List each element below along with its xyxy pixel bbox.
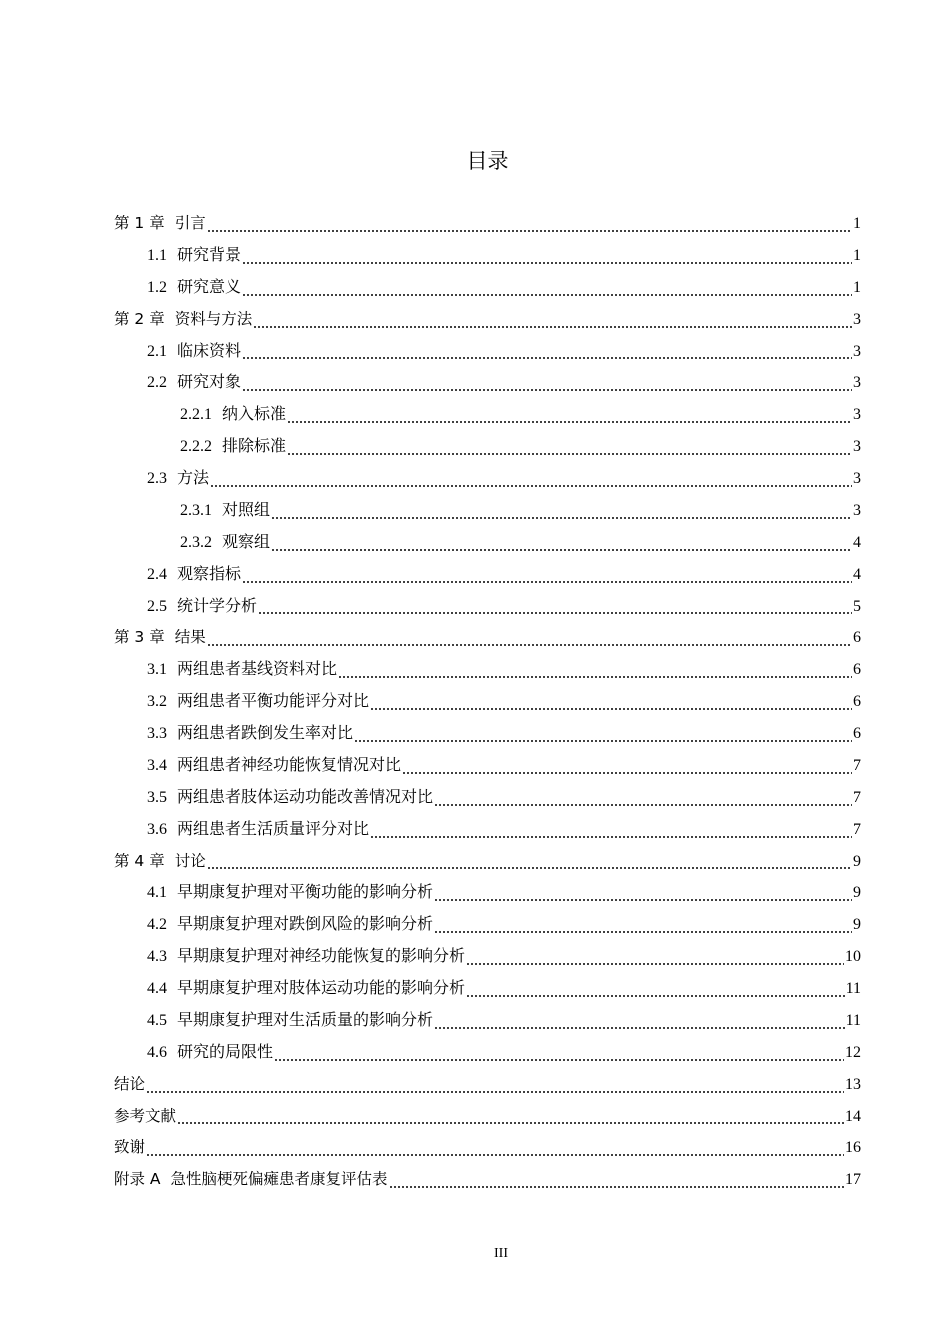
toc-dot-leader <box>258 612 852 614</box>
toc-dot-leader <box>370 836 852 838</box>
toc-entry-page: 17 <box>845 1171 861 1189</box>
toc-entry-title: 急性脑梗死偏瘫患者康复评估表 <box>170 1170 388 1189</box>
toc-entry-number: 2.4 <box>147 565 167 583</box>
toc-entry-number: 4.4 <box>147 980 167 997</box>
toc-entry-title: 早期康复护理对生活质量的影响分析 <box>177 1011 434 1029</box>
toc-dot-leader <box>434 1027 845 1029</box>
toc-entry[interactable] <box>114 1069 861 1101</box>
toc-entry-title: 资料与方法 <box>174 309 253 328</box>
toc-dot-leader <box>466 995 845 997</box>
toc-entry-page: 3 <box>853 342 861 360</box>
toc-entry-page: 4 <box>853 565 861 583</box>
toc-entry-page: 3 <box>853 374 861 392</box>
toc-entry-title: 研究的局限性 <box>177 1043 274 1061</box>
toc-entry[interactable] <box>114 654 861 686</box>
toc-entry[interactable] <box>114 782 861 814</box>
page-title: 目录 <box>466 149 509 173</box>
toc-dot-leader <box>434 899 852 901</box>
toc-entry-title: 两组患者肢体运动功能改善情况对比 <box>177 788 434 806</box>
toc-entry[interactable] <box>114 973 861 1005</box>
toc-entry[interactable] <box>114 1164 861 1196</box>
toc-entry[interactable] <box>114 1037 861 1069</box>
toc-dot-leader <box>242 581 852 583</box>
toc-dot-leader <box>402 772 852 774</box>
toc-dot-leader <box>146 1091 844 1093</box>
toc-entry-number: 2.1 <box>147 342 167 360</box>
toc-entry[interactable] <box>114 1132 861 1164</box>
toc-entry-number: 3.1 <box>147 661 167 679</box>
toc-entry-title: 结果 <box>174 628 206 647</box>
toc-entry-page: 16 <box>845 1139 861 1157</box>
toc-entry-number: 4.1 <box>147 884 167 902</box>
toc-dot-leader <box>338 676 852 678</box>
toc-entry[interactable] <box>114 814 861 846</box>
toc-entry-title: 统计学分析 <box>177 597 258 615</box>
toc-entry-page: 10 <box>845 948 861 966</box>
toc-dot-leader <box>389 1186 844 1188</box>
toc-entry-page: 7 <box>853 820 861 838</box>
toc-dot-leader <box>274 1059 844 1061</box>
toc-entry-number: 3.4 <box>147 756 167 774</box>
toc-entry-page: 6 <box>853 725 861 742</box>
toc-entry-title: 排除标准 <box>222 438 287 456</box>
toc-dot-leader <box>434 804 852 806</box>
toc-entry-page: 4 <box>853 533 861 551</box>
toc-dot-leader <box>242 294 852 296</box>
toc-entry[interactable] <box>114 272 861 304</box>
toc-entry-number: 4.5 <box>147 1011 167 1029</box>
toc-dot-leader <box>370 708 852 710</box>
toc-entry-number: 2.5 <box>147 597 167 615</box>
toc-entry-number: 3.5 <box>147 788 167 806</box>
toc-entry-title: 两组患者基线资料对比 <box>177 661 338 679</box>
toc-entry-title: 早期康复护理对平衡功能的影响分析 <box>177 884 434 902</box>
toc-entry[interactable] <box>114 399 861 431</box>
toc-entry-title: 结论 <box>114 1074 146 1093</box>
toc-entry-page: 5 <box>853 597 861 615</box>
toc-entry-number: 2.3.1 <box>180 501 212 519</box>
toc-entry-page: 3 <box>853 406 861 424</box>
toc-entry-title: 早期康复护理对神经功能恢复的影响分析 <box>177 948 466 966</box>
toc-entry[interactable] <box>114 750 861 782</box>
toc-entry-title: 临床资料 <box>177 342 242 360</box>
toc-entry-title: 引言 <box>174 214 206 232</box>
toc-entry-number: 2.2.1 <box>180 406 212 424</box>
toc-entry-title: 两组患者跌倒发生率对比 <box>177 725 354 742</box>
toc-entry-page: 3 <box>853 310 861 328</box>
toc-dot-leader <box>210 485 852 487</box>
toc-entry-number: 2.2.2 <box>180 438 212 456</box>
toc-entry[interactable] <box>114 431 861 463</box>
toc-entry[interactable] <box>114 304 861 336</box>
toc-entry-title: 两组患者平衡功能评分对比 <box>177 693 370 711</box>
toc-entry-number: 3.2 <box>147 693 167 711</box>
toc-entry-number: 1.2 <box>147 278 167 296</box>
toc-entry[interactable] <box>114 336 861 368</box>
toc-entry-page: 3 <box>853 438 861 456</box>
toc-entry-page: 6 <box>853 629 861 647</box>
toc-entry-number: 第 1 章 <box>114 214 165 232</box>
toc-entry[interactable] <box>114 1005 861 1037</box>
toc-entry-number: 第 4 章 <box>114 851 165 870</box>
toc-entry-page: 13 <box>845 1075 861 1093</box>
toc-entry-page: 11 <box>845 1011 861 1029</box>
toc-entry-page: 7 <box>853 788 861 806</box>
toc-entry-title: 早期康复护理对肢体运动功能的影响分析 <box>177 980 466 997</box>
toc-entry[interactable] <box>114 208 861 240</box>
toc-entry-title: 致谢 <box>114 1138 146 1157</box>
toc-dot-leader <box>242 389 852 391</box>
toc-entry-title: 研究背景 <box>177 246 242 264</box>
toc-entry[interactable] <box>114 877 861 909</box>
toc-entry-number: 3.3 <box>147 725 167 742</box>
toc-dot-leader <box>287 421 852 423</box>
toc-entry[interactable] <box>114 622 861 654</box>
toc-entry-number: 1.1 <box>147 246 167 264</box>
toc-entry-title: 观察指标 <box>177 565 242 583</box>
toc-entry-page: 3 <box>853 470 861 487</box>
toc-dot-leader <box>287 453 852 455</box>
toc-entry-title: 纳入标准 <box>222 406 287 424</box>
toc-entry-title: 观察组 <box>222 533 271 551</box>
toc-entry[interactable] <box>114 527 861 559</box>
table-of-contents <box>114 208 861 1196</box>
toc-dot-leader <box>466 963 844 965</box>
toc-entry-title: 研究对象 <box>177 374 242 392</box>
toc-entry-number: 第 3 章 <box>114 628 165 647</box>
toc-entry-number: 附录 A <box>114 1170 161 1189</box>
toc-entry-page: 9 <box>853 916 861 934</box>
toc-entry-page: 1 <box>853 278 861 296</box>
toc-entry[interactable] <box>114 591 861 623</box>
toc-dot-leader <box>207 867 852 869</box>
toc-entry-number: 2.2 <box>147 374 167 392</box>
toc-entry-title: 研究意义 <box>177 278 242 296</box>
page-number: III <box>494 1246 508 1261</box>
toc-entry-title: 对照组 <box>222 501 271 519</box>
toc-entry[interactable] <box>114 846 861 878</box>
toc-entry-title: 方法 <box>177 470 210 487</box>
toc-entry-page: 9 <box>853 852 861 870</box>
toc-dot-leader <box>253 326 852 328</box>
toc-entry-title: 早期康复护理对跌倒风险的影响分析 <box>177 916 434 934</box>
toc-entry-page: 6 <box>853 661 861 679</box>
toc-entry[interactable] <box>114 909 861 941</box>
toc-dot-leader <box>207 644 852 646</box>
toc-entry[interactable] <box>114 941 861 973</box>
toc-entry-number: 4.3 <box>147 948 167 966</box>
toc-entry[interactable] <box>114 559 861 591</box>
toc-entry[interactable] <box>114 240 861 272</box>
toc-entry-number: 第 2 章 <box>114 309 165 328</box>
toc-entry[interactable] <box>114 718 861 750</box>
toc-entry-page: 14 <box>845 1107 861 1125</box>
toc-entry-page: 11 <box>845 980 861 997</box>
toc-entry[interactable] <box>114 463 861 495</box>
toc-dot-leader <box>177 1122 844 1124</box>
toc-dot-leader <box>434 931 852 933</box>
toc-dot-leader <box>242 262 852 264</box>
toc-entry-page: 1 <box>853 215 861 232</box>
toc-entry[interactable] <box>114 686 861 718</box>
toc-dot-leader <box>242 357 852 359</box>
toc-entry[interactable] <box>114 367 861 399</box>
toc-entry-number: 2.3 <box>147 470 167 487</box>
toc-entry-number: 2.3.2 <box>180 533 212 551</box>
toc-entry[interactable] <box>114 495 861 527</box>
toc-dot-leader <box>271 517 852 519</box>
toc-dot-leader <box>271 549 852 551</box>
toc-dot-leader <box>354 740 852 742</box>
toc-entry-number: 4.2 <box>147 916 167 934</box>
toc-entry-number: 4.6 <box>147 1043 167 1061</box>
toc-entry-number: 3.6 <box>147 820 167 838</box>
toc-entry-page: 3 <box>853 501 861 519</box>
toc-entry-title: 两组患者生活质量评分对比 <box>177 820 370 838</box>
toc-entry-title: 参考文献 <box>114 1106 177 1125</box>
toc-entry[interactable] <box>114 1101 861 1133</box>
toc-entry-title: 讨论 <box>174 851 206 870</box>
toc-entry-title: 两组患者神经功能恢复情况对比 <box>177 756 402 774</box>
toc-dot-leader <box>146 1154 844 1156</box>
toc-entry-page: 6 <box>853 693 861 711</box>
toc-entry-page: 1 <box>853 246 861 264</box>
toc-dot-leader <box>207 230 852 232</box>
toc-entry-page: 12 <box>845 1043 861 1061</box>
toc-entry-page: 7 <box>853 756 861 774</box>
toc-entry-page: 9 <box>853 884 861 902</box>
